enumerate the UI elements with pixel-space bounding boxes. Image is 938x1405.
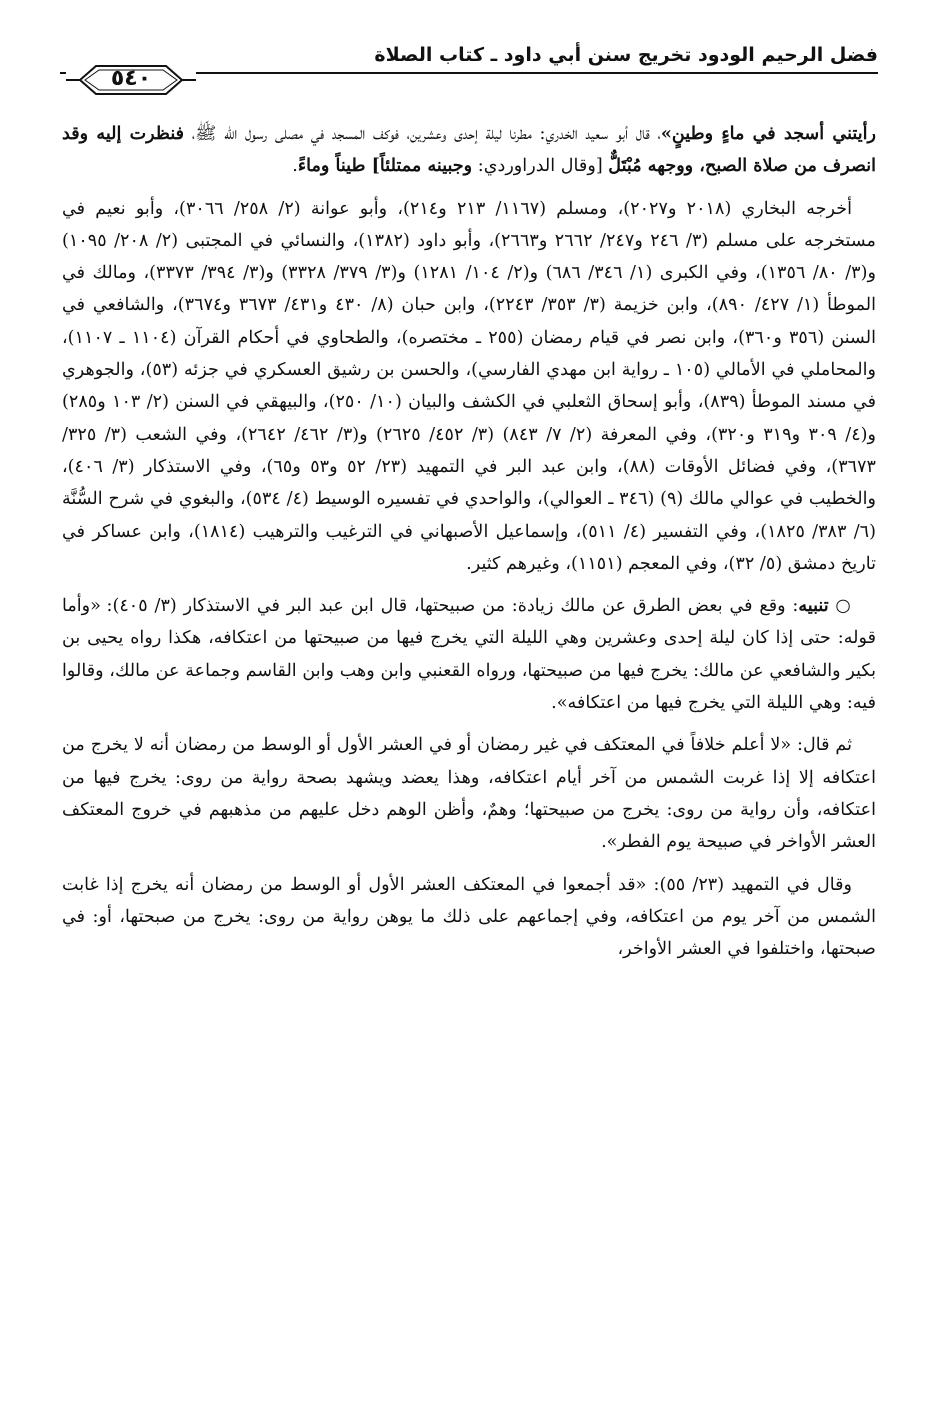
note-paragraph xyxy=(62,590,876,719)
hadith-text-paragraph xyxy=(62,118,876,183)
quote-bold: فنظرت إليه وقد انصرف من صلاة الصبح، ووجهه مُبْتَلٌّ xyxy=(62,123,876,177)
quote-bold: وجبينه ممتلئاً] طيناً وماءً xyxy=(297,155,473,177)
text-run: : وقع في بعض الطرق عن مالك زيادة: من صبيحتها، قال ابن عبد البر في الاستذكار (٣/ ٤٠٥): «وأما قوله: حتى إذا كان ليلة إحدى وعشرين وهي الليلة التي يخرج فيها من صبيحتها من اعتكافه، هكذا رواه يحيى بن بكير والشافعي عن مالك: يخرج فيها من صبيحتها، ورواه القعنبي وابن وهب وابن القاسم وجماعة عن مالك، وقالوا فيه: وهي الليلة التي يخرج فيها من اعتكافه». xyxy=(62,596,876,714)
running-title: فضل الرحيم الودود تخريج سنن أبي داود ـ كتاب الصلاة xyxy=(374,44,878,66)
text-run: [وقال الدراوردي: xyxy=(472,156,609,177)
text-run: ، قال أبو سعيد الخدري: مطرنا ليلة إحدى وعشرين، فوكف المسجد في مصلى رسول الله ﷺ، xyxy=(184,124,661,144)
text-run: . xyxy=(292,156,298,177)
page-body xyxy=(62,118,876,965)
takhrij-paragraph: أخرجه البخاري (٢٠١٨ و٢٠٢٧)، ومسلم (١١٦٧/ ٢١٣ و٢١٤)، وأبو عوانة (٢/ ٢٥٨/ ٣٠٦٦)، وأبو نعيم في مستخرجه على مسلم (٣/ ٢٤٦ و٢٤٧/ ٢٦٦٢ و٢٦٦٣)، وأبو داود (١٣٨٢)، والنسائي في المجتبى (٢/ ٢٠٨/ ١٠٩٥) و(٣/ ٨٠/ ١٣٥٦)، وفي الكبرى (١/ ٣٤٦/ ٦٨٦) و(٢/ ١٠٤/ ١٢٨١) و(٣/ ٣٧٩/ ٣٣٢٨) و(٣/ ٣٩٤/ ٣٣٧٣)، ومالك في الموطأ (١/ ٤٢٧/ ٨٩٠)، وابن خزيمة (٣/ ٣٥٣/ ٢٢٤٣)، وابن حبان (٨/ ٤٣٠ و٤٣١/ ٣٦٧٣ و٣٦٧٤)، والشافعي في السنن (٣٥٦ و٣٦٠)، وابن نصر في قيام رمضان (٢٥٥ ـ مختصره)، والطحاوي في أحكام القرآن (١١٠٤ ـ ١١٠٧)، والمحاملي في الأمالي (١٠٥ ـ رواية ابن مهدي الفارسي)، والحسن بن رشيق العسكري في جزئه (٥٣)، والجوهري في مسند الموطأ (٨٣٩)، وأبو إسحاق الثعلبي في الكشف والبيان (١٠/ ٢٥٠)، والبيهقي في السنن (٢/ ١٠٣ و٢٨٥) و(٤/ ٣٠٩ و٣١٩ و٣٢٠)، وفي المعرفة (٢/ ٧/ ٨٤٣) (٣/ ٤٥٢/ ٢٦٢٥) و(٣/ ٤٦٢/ ٢٦٤٢)، وفي الشعب (٣/ ٣٢٥/ ٣٦٧٣)، وفي فضائل الأوقات (٨٨)، وابن عبد البر في التمهيد (٢٣/ ٥٢ و٥٣ و٦٥)، وفي الاستذكار (٣/ ٤٠٦)، والخطيب في عوالي مالك (٩) (٣٤٦ ـ العوالي)، والواحدي في تفسيره الوسيط (٤/ ٥٣٤)، والبغوي في شرح السُّنَّة (٦/ ٣٨٣/ ١٨٢٥)، وفي التفسير (٤/ ٥١١)، وإسماعيل الأصبهاني في الترغيب والترهيب (١٨١٤)، وابن عساكر في تاريخ دمشق (٥/ ٣٢)، وفي المعجم (١١٥١)، وغيرهم كثير. xyxy=(62,198,877,574)
circle-marker-icon: ○ xyxy=(828,596,852,617)
quote-bold: رأيتني أسجد في ماءٍ وطينٍ» xyxy=(660,123,876,144)
page-number-badge xyxy=(66,60,196,100)
note-label: تنبيه xyxy=(798,595,829,617)
page-number: ٥٤٠ xyxy=(110,66,152,91)
page-header xyxy=(60,30,878,100)
quote-paragraph: ثم قال: «لا أعلم خلافاً في المعتكف في غير رمضان أو في العشر الأول أو الوسط من رمضان أنه لا يخرج من اعتكافه إلا إذا غربت الشمس من آخر أيام اعتكافه، وهذا يعضد ويشهد بصحة رواية من روى: يخرج فيها من اعتكافه، وأن رواية من روى: يخرج من صبيحتها؛ وهمٌ، وأظن الوهم دخل عليهم من مذهبهم في خروج المعتكف العشر الأواخر في صبيحة يوم الفطر». xyxy=(62,735,876,853)
quote-paragraph-continued: وقال في التمهيد (٢٣/ ٥٥): «قد أجمعوا في المعتكف العشر الأول أو الوسط من رمضان أنه يخرج إذا غابت الشمس من آخر يوم من اعتكافه، وفي إجماعهم على ذلك ما يوهن رواية من روى: يخرج من صبحتها، أو: في صبحتها، واختلفوا في العشر الأواخر، xyxy=(62,874,876,960)
